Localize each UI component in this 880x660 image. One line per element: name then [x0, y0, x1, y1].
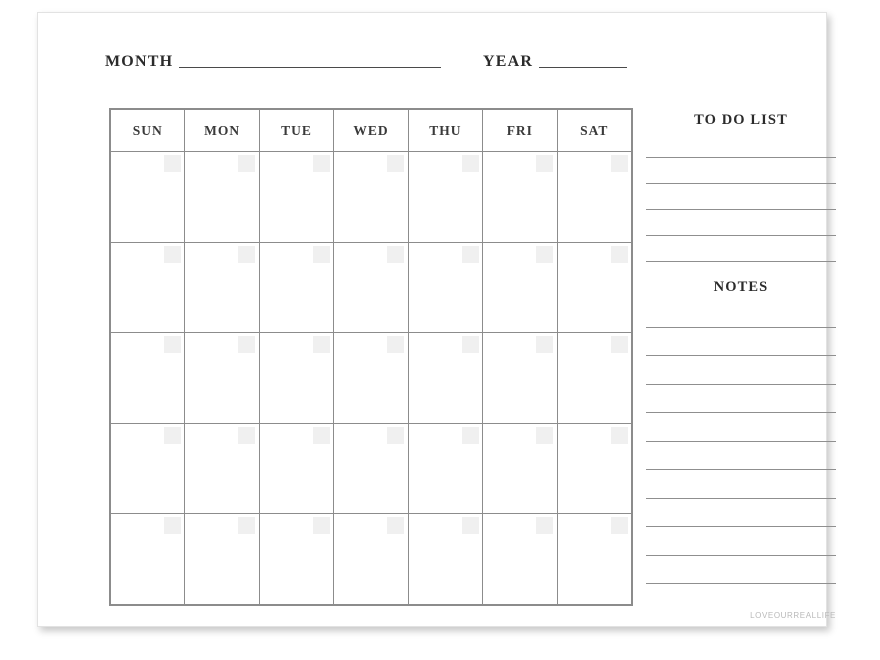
calendar-day-cell[interactable] [185, 333, 259, 424]
month-write-line[interactable] [179, 67, 441, 68]
date-number-placeholder [313, 246, 330, 263]
calendar-day-cell[interactable] [483, 423, 557, 514]
calendar-day-cell[interactable] [259, 152, 333, 243]
weekday-header-fri: FRI [483, 110, 557, 152]
spacer [646, 413, 836, 441]
date-number-placeholder [536, 517, 553, 534]
date-number-placeholder [238, 517, 255, 534]
calendar-day-cell[interactable] [111, 423, 185, 514]
spacer [646, 132, 836, 157]
date-number-placeholder [387, 427, 404, 444]
date-number-placeholder [536, 155, 553, 172]
date-number-placeholder [462, 246, 479, 263]
calendar-day-cell[interactable] [557, 333, 631, 424]
date-number-placeholder [462, 336, 479, 353]
spacer [646, 556, 836, 584]
date-number-placeholder [611, 246, 628, 263]
date-number-placeholder [387, 517, 404, 534]
calendar-day-cell[interactable] [557, 514, 631, 605]
month-label: MONTH [105, 53, 174, 70]
calendar-sheet [37, 12, 836, 627]
spacer [646, 385, 836, 413]
date-number-placeholder [313, 155, 330, 172]
calendar-week-row [111, 333, 632, 424]
calendar-day-cell[interactable] [408, 333, 482, 424]
date-number-placeholder [238, 155, 255, 172]
calendar-day-cell[interactable] [557, 423, 631, 514]
notes-line[interactable] [646, 583, 836, 584]
date-number-placeholder [238, 336, 255, 353]
sheet-header [71, 49, 796, 77]
calendar-day-cell[interactable] [334, 423, 408, 514]
calendar-day-cell[interactable] [111, 152, 185, 243]
calendar-day-cell[interactable] [483, 333, 557, 424]
weekday-header-sat: SAT [557, 110, 631, 152]
date-number-placeholder [238, 427, 255, 444]
date-number-placeholder [611, 336, 628, 353]
date-number-placeholder [238, 246, 255, 263]
spacer [646, 236, 836, 261]
date-number-placeholder [536, 246, 553, 263]
calendar-week-row [111, 514, 632, 605]
calendar-day-cell[interactable] [408, 152, 482, 243]
spacer [646, 499, 836, 527]
date-number-placeholder [164, 336, 181, 353]
sidebar-panel [646, 108, 836, 606]
spacer [646, 470, 836, 498]
spacer [646, 158, 836, 183]
date-number-placeholder [462, 427, 479, 444]
date-number-placeholder [164, 155, 181, 172]
calendar-day-cell[interactable] [483, 152, 557, 243]
calendar-day-cell[interactable] [408, 514, 482, 605]
year-write-line[interactable] [539, 67, 627, 68]
date-number-placeholder [387, 336, 404, 353]
calendar-day-cell[interactable] [185, 242, 259, 333]
date-number-placeholder [536, 336, 553, 353]
watermark-text: LOVEOURREALLIFE [750, 611, 836, 620]
notes-title: NOTES [713, 279, 769, 295]
calendar-day-cell[interactable] [111, 333, 185, 424]
calendar-day-cell[interactable] [185, 423, 259, 514]
todo-list-title: TO DO LIST [694, 112, 788, 128]
calendar-day-cell[interactable] [334, 333, 408, 424]
date-number-placeholder [164, 246, 181, 263]
calendar-day-cell[interactable] [185, 514, 259, 605]
calendar-day-cell[interactable] [483, 242, 557, 333]
date-number-placeholder [387, 155, 404, 172]
weekday-header-row [111, 110, 632, 152]
calendar-day-cell[interactable] [259, 242, 333, 333]
weekday-header-mon: MON [185, 110, 259, 152]
calendar-day-cell[interactable] [408, 423, 482, 514]
calendar-day-cell[interactable] [557, 242, 631, 333]
spacer [646, 356, 836, 384]
date-number-placeholder [611, 155, 628, 172]
spacer [646, 210, 836, 235]
spacer [646, 184, 836, 209]
date-number-placeholder [164, 517, 181, 534]
calendar-day-cell[interactable] [111, 514, 185, 605]
calendar-day-cell[interactable] [334, 152, 408, 243]
calendar-week-row [111, 423, 632, 514]
calendar-day-cell[interactable] [557, 152, 631, 243]
calendar-day-cell[interactable] [334, 242, 408, 333]
date-number-placeholder [536, 427, 553, 444]
date-number-placeholder [462, 517, 479, 534]
date-number-placeholder [387, 246, 404, 263]
calendar-day-cell[interactable] [483, 514, 557, 605]
calendar-week-row [111, 152, 632, 243]
date-number-placeholder [313, 336, 330, 353]
weekday-header-tue: TUE [259, 110, 333, 152]
spacer [646, 299, 836, 327]
calendar-day-cell[interactable] [334, 514, 408, 605]
calendar-grid [109, 108, 633, 606]
spacer [646, 262, 836, 275]
date-number-placeholder [611, 517, 628, 534]
calendar-day-cell[interactable] [111, 242, 185, 333]
date-number-placeholder [462, 155, 479, 172]
calendar-day-cell[interactable] [185, 152, 259, 243]
year-label: YEAR [483, 53, 534, 70]
weekday-header-thu: THU [408, 110, 482, 152]
date-number-placeholder [164, 427, 181, 444]
calendar-week-row [111, 242, 632, 333]
date-number-placeholder [313, 517, 330, 534]
calendar-day-cell[interactable] [259, 333, 333, 424]
weekday-header-wed: WED [334, 110, 408, 152]
weekday-header-sun: SUN [111, 110, 185, 152]
date-number-placeholder [313, 427, 330, 444]
date-number-placeholder [611, 427, 628, 444]
calendar-day-cell[interactable] [408, 242, 482, 333]
calendar-day-cell[interactable] [259, 514, 333, 605]
spacer [646, 328, 836, 356]
spacer [646, 442, 836, 470]
calendar-day-cell[interactable] [259, 423, 333, 514]
spacer [646, 527, 836, 555]
